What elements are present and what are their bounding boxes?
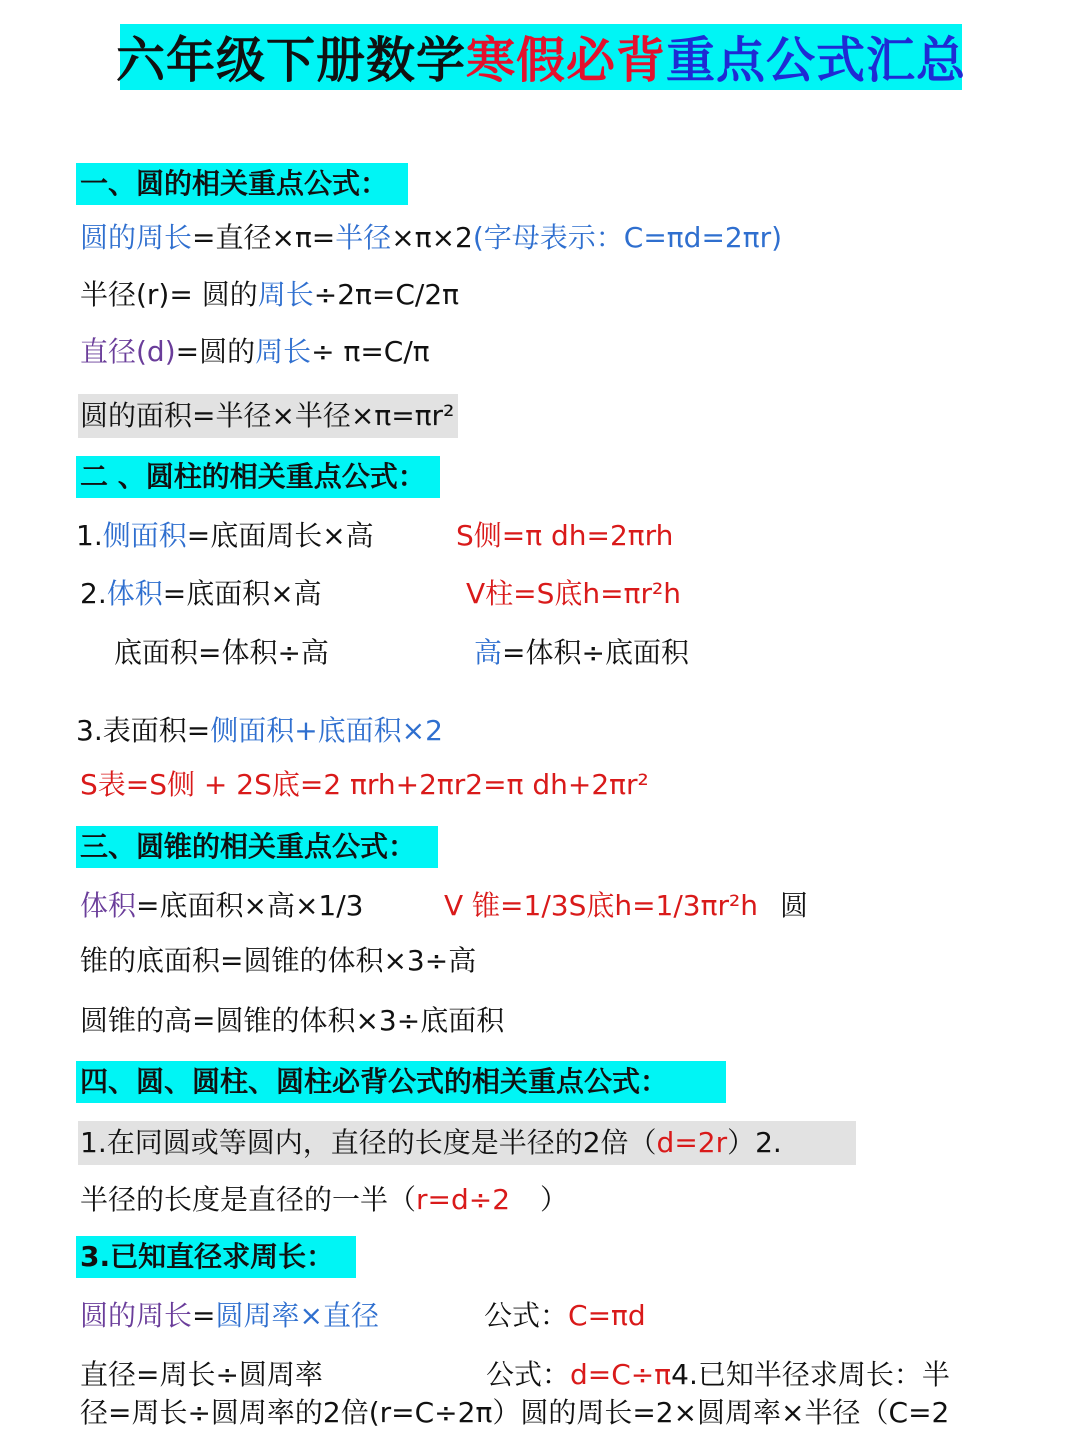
cylinder-surface-area <box>76 711 443 751</box>
term-diameter: 直径(d) <box>80 335 176 368</box>
title-part-1: 六年级下册数学 <box>115 32 466 89</box>
term-radius: 半径 <box>335 221 392 254</box>
formula-text: ÷ π=C/π <box>311 335 430 368</box>
formula-d-equals-c-over-pi: d=C÷π <box>570 1358 672 1391</box>
cone-height: 圆锥的高=圆锥的体积×3÷底面积 <box>80 1004 505 1037</box>
formula-text: ÷2π=C/2π <box>313 278 459 311</box>
term-circumference: 周长 <box>257 278 314 311</box>
formula-text: =直径×π= <box>192 221 336 254</box>
must-formula-label-2 <box>486 1355 950 1395</box>
formula-text: ）2. <box>727 1126 782 1159</box>
title-part-3: 重点公式汇总 <box>666 32 967 89</box>
must-radius-half-diameter <box>80 1180 568 1220</box>
cylinder-surface-area-formula: S表=S侧 + 2S底=2 πrh+2πr2=π dh+2πr² <box>80 768 649 801</box>
term-lateral-plus-base: 侧面积+底面积×2 <box>210 714 443 747</box>
formula-text: =底面周长×高 <box>186 519 374 552</box>
cylinder-lateral-area-formula: S侧=π dh=2πrh <box>456 519 674 552</box>
term-volume: 体积 <box>80 889 137 922</box>
item-number: 2. <box>80 577 107 610</box>
section-heading-cone: 三、圆锥的相关重点公式： <box>76 826 438 868</box>
circle-formula-circumference <box>80 218 782 258</box>
formula-text: =圆的 <box>175 335 256 368</box>
sub-heading-diameter-to-circumference: 3.已知直径求周长： <box>76 1236 356 1278</box>
must-diameter-radius-relation <box>78 1121 856 1165</box>
formula-c-equals-pi-d: C=πd <box>568 1299 646 1332</box>
cylinder-lateral-area <box>76 516 374 556</box>
formula-d-equals-2r: d=2r <box>656 1126 728 1159</box>
cylinder-height <box>474 633 689 673</box>
formula-text: 3.表面积= <box>76 714 211 747</box>
formula-text: 半径的长度是直径的一半（ <box>80 1183 417 1216</box>
formula-text: =底面积×高 <box>162 577 322 610</box>
must-diameter-from-circumference: 直径=周长÷圆周率 <box>80 1358 323 1391</box>
term-lateral-area: 侧面积 <box>102 519 187 552</box>
formula-label: 公式： <box>486 1358 571 1391</box>
cone-volume-formula: V 锥=1/3S底h=1/3πr²h <box>444 889 758 922</box>
section-heading-must-memorize: 四、圆、圆柱、圆柱必背公式的相关重点公式： <box>76 1061 726 1103</box>
cylinder-volume <box>80 574 322 614</box>
circle-formula-radius <box>80 275 459 315</box>
circle-formula-diameter <box>80 332 430 372</box>
formula-text: ） <box>540 1183 569 1216</box>
cone-volume <box>80 886 363 926</box>
page-title <box>115 24 967 90</box>
formula-text: 4.已知半径求周长：半 <box>671 1358 950 1391</box>
term-circumference: 周长 <box>255 335 312 368</box>
must-circumference-from-diameter <box>80 1296 379 1336</box>
term-volume: 体积 <box>106 577 163 610</box>
title-part-2: 寒假必背 <box>466 32 667 89</box>
formula-text: 半径(r)= 圆的 <box>80 278 258 311</box>
formula-label: 公式： <box>484 1299 569 1332</box>
term-pi-times-diameter: 圆周率×直径 <box>215 1299 379 1332</box>
formula-text: 1.在同圆或等圆内，直径的长度是半径的2倍（ <box>80 1126 657 1159</box>
formula-text: =体积÷底面积 <box>502 636 689 669</box>
cone-text-continued: 圆 <box>780 889 809 922</box>
formula-text: ×π×2 <box>391 221 473 254</box>
must-radius-from-circumference: 径=周长÷圆周率的2倍(r=C÷2π）圆的周长=2×圆周率×半径（C=2 <box>80 1396 950 1429</box>
formula-text: = <box>192 1299 216 1332</box>
item-number: 1. <box>76 519 103 552</box>
formula-r-equals-d-half: r=d÷2 <box>416 1183 511 1216</box>
letter-notation: (字母表示：C=πd=2πr) <box>472 221 783 254</box>
circle-formula-area: 圆的面积=半径×半径×π=πr² <box>78 394 458 438</box>
term-circumference: 圆的周长 <box>80 1299 193 1332</box>
term-height: 高 <box>474 636 503 669</box>
cone-base-area: 锥的底面积=圆锥的体积×3÷高 <box>80 944 477 977</box>
must-formula-label-1 <box>484 1296 646 1336</box>
cylinder-base-area: 底面积=体积÷高 <box>114 636 329 669</box>
section-heading-cylinder: 二 、圆柱的相关重点公式： <box>76 456 440 498</box>
term-circumference: 圆的周长 <box>80 221 193 254</box>
cylinder-volume-formula: V柱=S底h=πr²h <box>466 577 681 610</box>
formula-text: =底面积×高×1/3 <box>136 889 364 922</box>
section-heading-circle: 一、圆的相关重点公式： <box>76 163 408 205</box>
